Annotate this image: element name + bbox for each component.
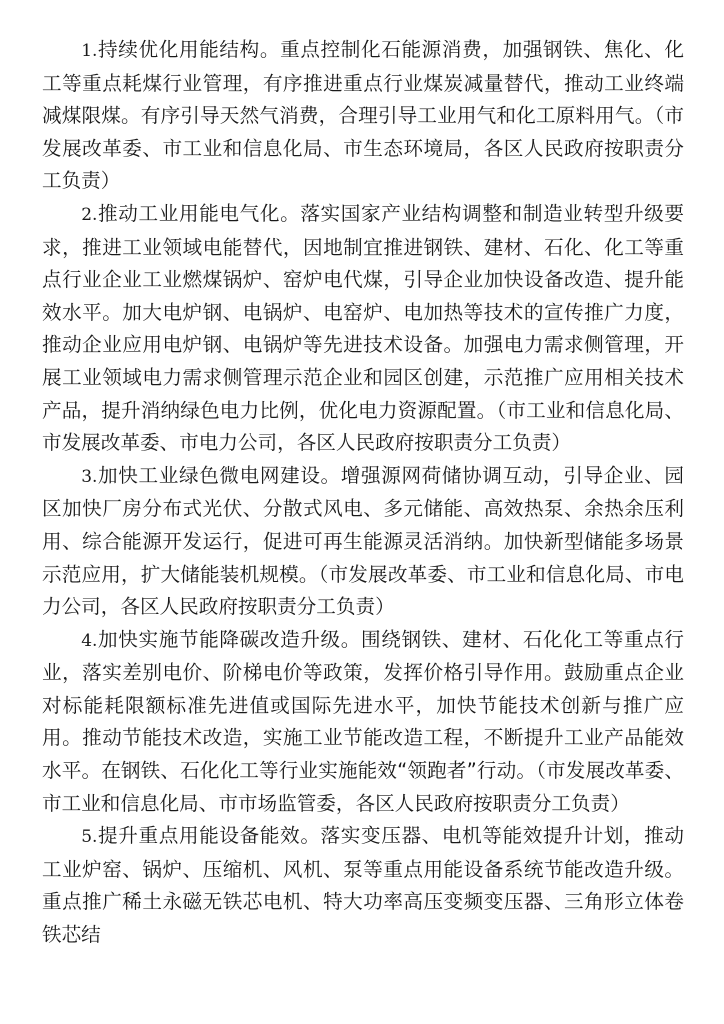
document-page — [42, 34, 684, 952]
paragraph-number: 2. — [81, 204, 98, 225]
paragraph-number: 3. — [81, 466, 98, 487]
paragraph-3 — [42, 460, 684, 624]
paragraph-text: 加快实施节能降碳改造升级。围绕钢铁、建材、石化化工等重点行业，落实差别电价、阶梯电价等政策，发挥价格引导作用。鼓励重点企业对标能耗限额标准先进值或国际先进水平，加快节能技术创新与推广应用。推动节能技术改造，实施工业节能改造工程，不断提升工业产品能效水平。在钢铁、石化化工等行业实施能效“领跑者”行动。（市发展改革委、市工业和信息化局、市市场监管委，各区人民政府按职责分工负责） — [42, 627, 684, 815]
paragraph-number: 4. — [81, 630, 98, 651]
paragraph-text: 加快工业绿色微电网建设。增强源网荷储协调互动，引导企业、园区加快厂房分布式光伏、分散式风电、多元储能、高效热泵、余热余压利用、综合能源开发运行，促进可再生能源灵活消纳。加快新型储能多场景示范应用，扩大储能装机规模。（市发展改革委、市工业和信息化局、市电力公司，各区人民政府按职责分工负责） — [42, 463, 684, 619]
paragraph-text: 持续优化用能结构。重点控制化石能源消费，加强钢铁、焦化、化工等重点耗煤行业管理，有序推进重点行业煤炭减量替代，推动工业终端减煤限煤。有序引导天然气消费，合理引导工业用气和化工原料用气。（市发展改革委、市工业和信息化局、市生态环境局，各区人民政府按职责分工负责） — [42, 38, 684, 193]
paragraph-number: 1. — [81, 41, 98, 61]
paragraph-4 — [42, 624, 684, 821]
paragraph-2 — [42, 198, 684, 460]
paragraph-number: 5. — [81, 827, 98, 848]
paragraph-text: 推动工业用能电气化。落实国家产业结构调整和制造业转型升级要求，推进工业领域电能替代，因地制宜推进钢铁、建材、石化、化工等重点行业企业工业燃煤锅炉、窑炉电代煤，引导企业加快设备改造、提升能效水平。加大电炉钢、电锅炉、电窑炉、电加热等技术的宣传推广力度，推动企业应用电炉钢、电锅炉等先进技术设备。加强电力需求侧管理，开展工业领域电力需求侧管理示范企业和园区创建，示范推广应用相关技术产品，提升消纳绿色电力比例，优化电力资源配置。（市工业和信息化局、市发展改革委、市电力公司，各区人民政府按职责分工负责） — [42, 201, 684, 455]
paragraph-1 — [42, 34, 684, 198]
paragraph-text: 提升重点用能设备能效。落实变压器、电机等能效提升计划，推动工业炉窑、锅炉、压缩机、风机、泵等重点用能设备系统节能改造升级。重点推广稀土永磁无铁芯电机、特大功率高压变频变压器、三角形立体卷铁芯结 — [42, 824, 684, 947]
paragraph-5 — [42, 820, 684, 951]
